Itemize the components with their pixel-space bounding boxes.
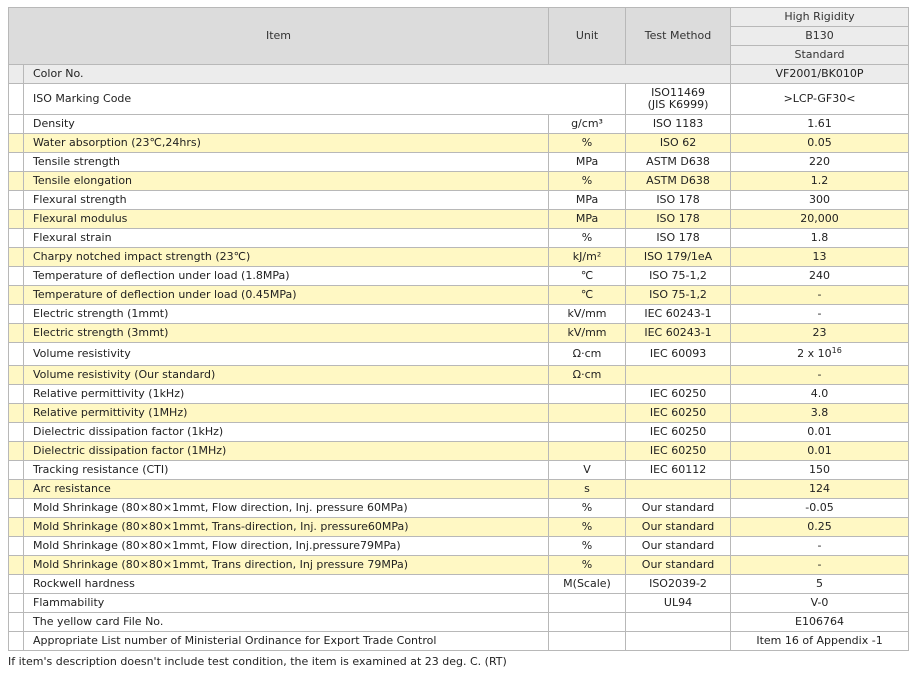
table-row <box>9 153 909 172</box>
row-unit <box>549 594 626 613</box>
row-index <box>9 134 24 153</box>
table-row <box>9 423 909 442</box>
row-index <box>9 305 24 324</box>
header-variant: Standard <box>731 46 909 65</box>
row-unit: % <box>549 537 626 556</box>
row-unit <box>549 385 626 404</box>
row-unit: % <box>549 499 626 518</box>
row-index <box>9 594 24 613</box>
row-test-method: Our standard <box>626 556 731 575</box>
row-test-method: ISO 1183 <box>626 115 731 134</box>
row-unit <box>549 632 626 651</box>
row-index <box>9 385 24 404</box>
row-item: Electric strength (1mmt) <box>24 305 549 324</box>
row-index <box>9 518 24 537</box>
row-index <box>9 115 24 134</box>
row-index <box>9 461 24 480</box>
property-table <box>8 7 909 651</box>
header-unit: Unit <box>549 8 626 65</box>
row-index <box>9 537 24 556</box>
table-row <box>9 172 909 191</box>
row-item: Relative permittivity (1MHz) <box>24 404 549 423</box>
table-row <box>9 537 909 556</box>
table-row <box>9 115 909 134</box>
row-value: 1.2 <box>731 172 909 191</box>
row-value: 0.05 <box>731 134 909 153</box>
row-unit: V <box>549 461 626 480</box>
table-row <box>9 518 909 537</box>
row-test-method: ISO 75-1,2 <box>626 267 731 286</box>
row-value: 124 <box>731 480 909 499</box>
row-item: Temperature of deflection under load (1.8MPa) <box>24 267 549 286</box>
row-test-method: IEC 60243-1 <box>626 324 731 343</box>
table-row <box>9 594 909 613</box>
table-row <box>9 556 909 575</box>
color-value: VF2001/BK010P <box>731 65 909 84</box>
row-item: Tracking resistance (CTI) <box>24 461 549 480</box>
row-value: 1.8 <box>731 229 909 248</box>
row-item: The yellow card File No. <box>24 613 549 632</box>
row-unit <box>549 442 626 461</box>
row-index <box>9 248 24 267</box>
row-index <box>9 210 24 229</box>
row-test-method: ISO 178 <box>626 191 731 210</box>
row-value: - <box>731 305 909 324</box>
row-index <box>9 404 24 423</box>
row-value: 13 <box>731 248 909 267</box>
row-item: Tensile strength <box>24 153 549 172</box>
row-index <box>9 191 24 210</box>
row-item: Electric strength (3mmt) <box>24 324 549 343</box>
iso-marking-row <box>9 84 909 115</box>
row-test-method: IEC 60112 <box>626 461 731 480</box>
row-item: Flammability <box>24 594 549 613</box>
row-test-method: ISO 75-1,2 <box>626 286 731 305</box>
row-value: - <box>731 537 909 556</box>
table-row <box>9 632 909 651</box>
row-unit: Ω·cm <box>549 366 626 385</box>
row-unit: MPa <box>549 191 626 210</box>
row-test-method: ISO 178 <box>626 229 731 248</box>
row-unit <box>549 404 626 423</box>
row-value: 23 <box>731 324 909 343</box>
row-item: Water absorption (23℃,24hrs) <box>24 134 549 153</box>
row-value: 0.01 <box>731 442 909 461</box>
header-model: B130 <box>731 27 909 46</box>
row-index <box>9 442 24 461</box>
table-row <box>9 324 909 343</box>
color-label: Color No. <box>24 65 731 84</box>
row-item: Mold Shrinkage (80×80×1mmt, Trans direction, Inj pressure 79MPa) <box>24 556 549 575</box>
row-index <box>9 499 24 518</box>
row-test-method: IEC 60250 <box>626 423 731 442</box>
row-test-method: IEC 60250 <box>626 385 731 404</box>
row-test-method: Our standard <box>626 537 731 556</box>
table-row <box>9 191 909 210</box>
table-row <box>9 499 909 518</box>
row-value: V-0 <box>731 594 909 613</box>
row-item: Tensile elongation <box>24 172 549 191</box>
row-unit: MPa <box>549 153 626 172</box>
iso-marking-value: >LCP-GF30< <box>731 84 909 115</box>
row-unit: ℃ <box>549 267 626 286</box>
row-value <box>731 343 909 366</box>
table-row <box>9 385 909 404</box>
row-index <box>9 613 24 632</box>
row-test-method <box>626 613 731 632</box>
row-item: Mold Shrinkage (80×80×1mmt, Flow direction, Inj. pressure 60MPa) <box>24 499 549 518</box>
row-index <box>9 172 24 191</box>
row-value: 20,000 <box>731 210 909 229</box>
row-value: -0.05 <box>731 499 909 518</box>
value-base: 2 x 10 <box>797 347 832 360</box>
row-index <box>9 343 24 366</box>
row-item: Flexural strain <box>24 229 549 248</box>
row-item: Relative permittivity (1kHz) <box>24 385 549 404</box>
table-row <box>9 286 909 305</box>
row-value: - <box>731 366 909 385</box>
table-row <box>9 575 909 594</box>
row-value: 220 <box>731 153 909 172</box>
row-value: - <box>731 286 909 305</box>
row-value: 300 <box>731 191 909 210</box>
row-test-method: IEC 60250 <box>626 404 731 423</box>
row-index <box>9 575 24 594</box>
row-value: 3.8 <box>731 404 909 423</box>
row-value: 240 <box>731 267 909 286</box>
table-row <box>9 366 909 385</box>
row-item: Appropriate List number of Ministerial Ordinance for Export Trade Control <box>24 632 549 651</box>
row-index <box>9 423 24 442</box>
row-value: 150 <box>731 461 909 480</box>
row-test-method <box>626 366 731 385</box>
row-item: Mold Shrinkage (80×80×1mmt, Trans-direction, Inj. pressure60MPa) <box>24 518 549 537</box>
row-value: 0.01 <box>731 423 909 442</box>
row-test-method <box>626 480 731 499</box>
table-row <box>9 404 909 423</box>
row-item: Dielectric dissipation factor (1MHz) <box>24 442 549 461</box>
row-index <box>9 480 24 499</box>
row-item: Charpy notched impact strength (23℃) <box>24 248 549 267</box>
row-value: 5 <box>731 575 909 594</box>
row-value: 4.0 <box>731 385 909 404</box>
row-index <box>9 286 24 305</box>
row-item: Density <box>24 115 549 134</box>
row-value: Item 16 of Appendix -1 <box>731 632 909 651</box>
row-test-method: ASTM D638 <box>626 153 731 172</box>
row-unit <box>549 423 626 442</box>
row-item: Rockwell hardness <box>24 575 549 594</box>
row-value: 0.25 <box>731 518 909 537</box>
row-test-method: IEC 60250 <box>626 442 731 461</box>
row-item: Volume resistivity <box>24 343 549 366</box>
row-unit: % <box>549 134 626 153</box>
row-index <box>9 632 24 651</box>
row-value: E106764 <box>731 613 909 632</box>
table-row <box>9 134 909 153</box>
row-test-method: IEC 60243-1 <box>626 305 731 324</box>
row-item: Arc resistance <box>24 480 549 499</box>
row-index <box>9 267 24 286</box>
row-test-method: IEC 60093 <box>626 343 731 366</box>
row-test-method: UL94 <box>626 594 731 613</box>
row-unit: % <box>549 518 626 537</box>
iso-marking-method: ISO11469 (JIS K6999) <box>626 84 731 115</box>
footnote: If item's description doesn't include test condition, the item is examined at 23 deg. C. (RT) <box>8 655 507 668</box>
row-test-method: ISO2039-2 <box>626 575 731 594</box>
table-row <box>9 461 909 480</box>
row-unit: % <box>549 172 626 191</box>
row-value: - <box>731 556 909 575</box>
row-item: Mold Shrinkage (80×80×1mmt, Flow direction, Inj.pressure79MPa) <box>24 537 549 556</box>
row-unit: kV/mm <box>549 305 626 324</box>
row-index <box>9 366 24 385</box>
row-item: Dielectric dissipation factor (1kHz) <box>24 423 549 442</box>
table-row <box>9 480 909 499</box>
header-test-method: Test Method <box>626 8 731 65</box>
table-row <box>9 305 909 324</box>
row-test-method: ISO 62 <box>626 134 731 153</box>
row-test-method: ASTM D638 <box>626 172 731 191</box>
table-row <box>9 248 909 267</box>
row-unit: g/cm³ <box>549 115 626 134</box>
row-test-method: ISO 179/1eA <box>626 248 731 267</box>
row-unit: Ω·cm <box>549 343 626 366</box>
header-item: Item <box>9 8 549 65</box>
row-unit: M(Scale) <box>549 575 626 594</box>
value-exponent: 16 <box>831 346 842 355</box>
row-index <box>9 556 24 575</box>
table-row <box>9 210 909 229</box>
table-row <box>9 442 909 461</box>
row-index <box>9 153 24 172</box>
volume-resistivity-row <box>9 343 909 366</box>
row-unit: s <box>549 480 626 499</box>
row-index <box>9 229 24 248</box>
row-test-method <box>626 632 731 651</box>
row-item: Volume resistivity (Our standard) <box>24 366 549 385</box>
row-unit: kV/mm <box>549 324 626 343</box>
table-body <box>9 65 909 651</box>
row-value: 1.61 <box>731 115 909 134</box>
table-row <box>9 267 909 286</box>
row-unit: % <box>549 556 626 575</box>
table-row <box>9 229 909 248</box>
row-test-method: ISO 178 <box>626 210 731 229</box>
row-test-method: Our standard <box>626 499 731 518</box>
iso-marking-label: ISO Marking Code <box>24 84 626 115</box>
row-unit: % <box>549 229 626 248</box>
row-unit: kJ/m² <box>549 248 626 267</box>
table-row <box>9 613 909 632</box>
row-unit: ℃ <box>549 286 626 305</box>
color-row <box>9 65 909 84</box>
row-item: Temperature of deflection under load (0.45MPa) <box>24 286 549 305</box>
row-test-method: Our standard <box>626 518 731 537</box>
row-item: Flexural strength <box>24 191 549 210</box>
row-index <box>9 324 24 343</box>
row-unit <box>549 613 626 632</box>
row-item: Flexural modulus <box>24 210 549 229</box>
row-unit: MPa <box>549 210 626 229</box>
header-grade: High Rigidity <box>731 8 909 27</box>
